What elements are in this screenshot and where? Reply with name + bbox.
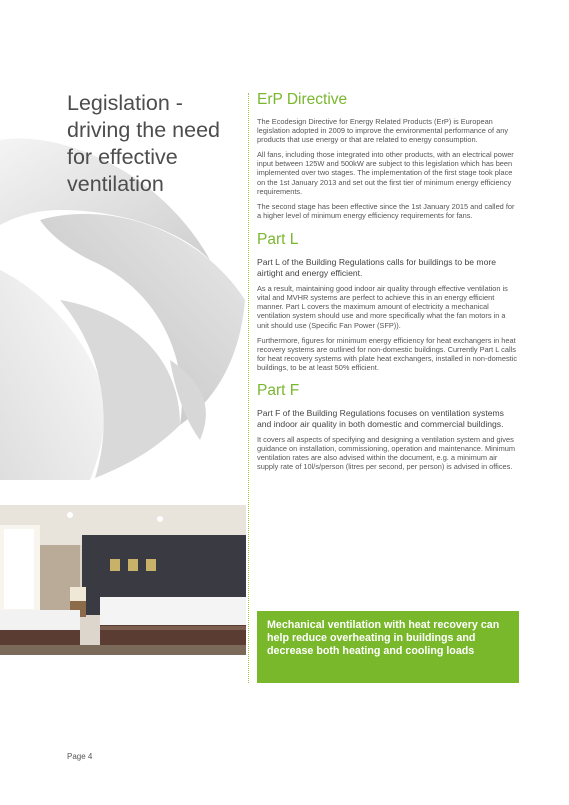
erp-directive-section (257, 91, 519, 220)
page-number: Page 4 (67, 752, 93, 761)
part-l-heading: Part L (257, 230, 299, 248)
callout-text: Mechanical ventilation with heat recovery can help reduce overheating in buildings and decrease both heating and cooling loads (267, 619, 500, 657)
column-divider (248, 93, 249, 683)
part-f-paragraph: It covers all aspects of specifying and designing a ventilation system and gives guidance on installation, commissioning, operation and maintenance. Minimum ventilation rates are also advised within the document, e.g. a minimum air supply rate of 10l/s/person (litres per second, per person) is advised in offices. (257, 435, 515, 472)
content-column (257, 91, 519, 478)
part-f-section (257, 382, 519, 472)
erp-directive-heading: ErP Directive (257, 91, 348, 108)
part-f-lead: Part F of the Building Regulations focuses on ventilation systems and indoor air quality in both domestic and commercial buildings. (257, 407, 504, 429)
erp-paragraph: All fans, including those integrated into other products, with an electrical power input between 125W and 500kW are subject to this legislation which has been implemented over two stages. The implementation of the first stage took place on the 1st January 2013 and set out the first tier of minimum energy efficiency requirements. (257, 150, 514, 196)
hotel-bedroom-photo (0, 505, 246, 655)
erp-paragraph: The Ecodesign Directive for Energy Related Products (ErP) is European legislation adopted in 2009 to improve the environmental performance of any products that use energy or that are related to energy consumption. (257, 117, 509, 145)
callout-box (257, 611, 519, 683)
part-l-lead: Part L of the Building Regulations calls for buildings to be more airtight and energy efficient. (257, 256, 497, 278)
part-l-section (257, 231, 519, 372)
part-l-paragraph: Furthermore, figures for minimum energy efficiency for heat exchangers in heat recovery systems are outlined for non-domestic buildings. Currently Part L calls for heat recovery systems with plate heat exchangers, installed in non-domestic buildings, to be at least 50% efficient. (257, 335, 518, 372)
part-f-heading: Part F (257, 381, 300, 399)
page-title: Legislation - driving the need for effective ventilation (67, 91, 220, 196)
erp-paragraph: The second stage has been effective since the 1st January 2015 and called for a higher level of minimum energy efficiency requirements for fans. (257, 201, 515, 220)
part-l-paragraph: As a result, maintaining good indoor air quality through effective ventilation is vital and MVHR systems are perfect to achieve this in an energy efficient manner. Part L covers the maximum amount of electricity a mechanical ventilation system should use and more specifically what the fan motors in a unit should use (Specific Fan Power (SFP)). (257, 284, 508, 330)
